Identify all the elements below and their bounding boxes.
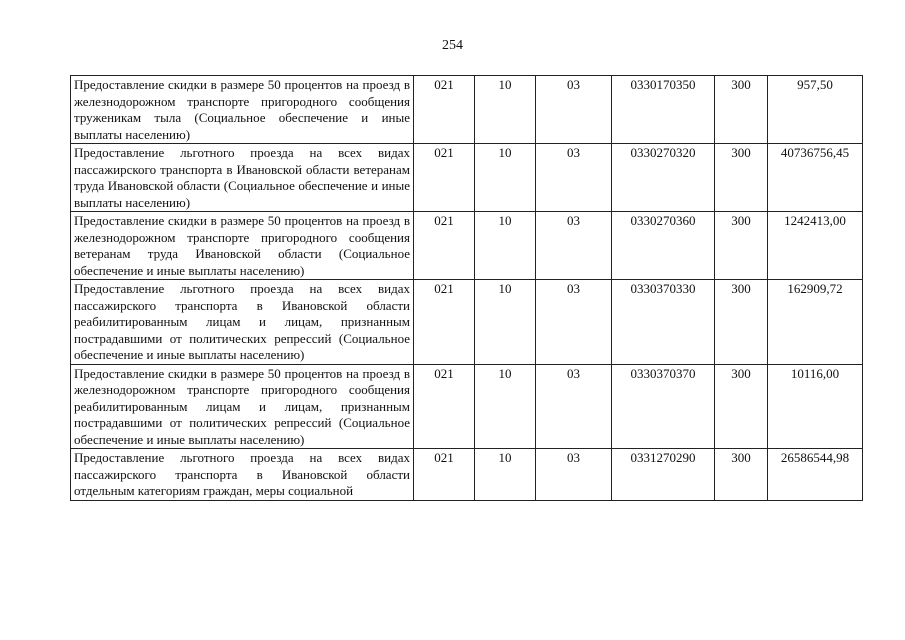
row-description: Предоставление скидки в размере 50 процентов на проезд в железнодорожном транспорте пригородного сообщения реабилитированным лицам и лицам, признанным пострадавшими от политических репрессий (Социальное обеспечение и иные выплаты населению) [71,364,414,449]
subsection-code: 03 [536,212,612,280]
expense-type-code: 300 [715,144,768,212]
target-article-code: 0330370330 [612,280,715,365]
ministry-code: 021 [414,144,475,212]
table-row [71,144,863,212]
row-description: Предоставление скидки в размере 50 процентов на проезд в железнодорожном транспорте пригородного сообщения ветеранам труда Ивановской области (Социальное обеспечение и иные выплаты населению) [71,212,414,280]
expense-type-code: 300 [715,280,768,365]
page-number: 254 [442,38,463,53]
subsection-code: 03 [536,364,612,449]
ministry-code: 021 [414,280,475,365]
amount: 1242413,00 [768,212,863,280]
row-description: Предоставление льготного проезда на всех видах пассажирского транспорта в Ивановской области реабилитированным лицам и лицам, признанным пострадавшими от политических репрессий (Социальное обеспечение и иные выплаты населению) [71,280,414,365]
amount: 10116,00 [768,364,863,449]
expense-type-code: 300 [715,76,768,144]
target-article-code: 0331270290 [612,449,715,501]
table-row [71,76,863,144]
section-code: 10 [475,212,536,280]
target-article-code: 0330270360 [612,212,715,280]
ministry-code: 021 [414,449,475,501]
row-description: Предоставление льготного проезда на всех видах пассажирского транспорта в Ивановской области ветеранам труда Ивановской области (Социальное обеспечение и иные выплаты населению) [71,144,414,212]
expense-type-code: 300 [715,364,768,449]
expense-type-code: 300 [715,212,768,280]
section-code: 10 [475,449,536,501]
amount: 162909,72 [768,280,863,365]
subsection-code: 03 [536,449,612,501]
target-article-code: 0330370370 [612,364,715,449]
amount: 26586544,98 [768,449,863,501]
subsection-code: 03 [536,280,612,365]
ministry-code: 021 [414,212,475,280]
table-row [71,212,863,280]
expense-type-code: 300 [715,449,768,501]
subsection-code: 03 [536,144,612,212]
table-row [71,280,863,365]
amount: 40736756,45 [768,144,863,212]
target-article-code: 0330270320 [612,144,715,212]
ministry-code: 021 [414,364,475,449]
amount: 957,50 [768,76,863,144]
section-code: 10 [475,364,536,449]
target-article-code: 0330170350 [612,76,715,144]
section-code: 10 [475,76,536,144]
section-code: 10 [475,280,536,365]
table-row [71,364,863,449]
table-row [71,449,863,501]
section-code: 10 [475,144,536,212]
subsection-code: 03 [536,76,612,144]
row-description: Предоставление скидки в размере 50 процентов на проезд в железнодорожном транспорте пригородного сообщения труженикам тыла (Социальное обеспечение и иные выплаты населению) [71,76,414,144]
budget-table [70,75,863,501]
ministry-code: 021 [414,76,475,144]
row-description: Предоставление льготного проезда на всех видах пассажирского транспорта в Ивановской области отдельным категориям граждан, меры социальной [71,449,414,501]
